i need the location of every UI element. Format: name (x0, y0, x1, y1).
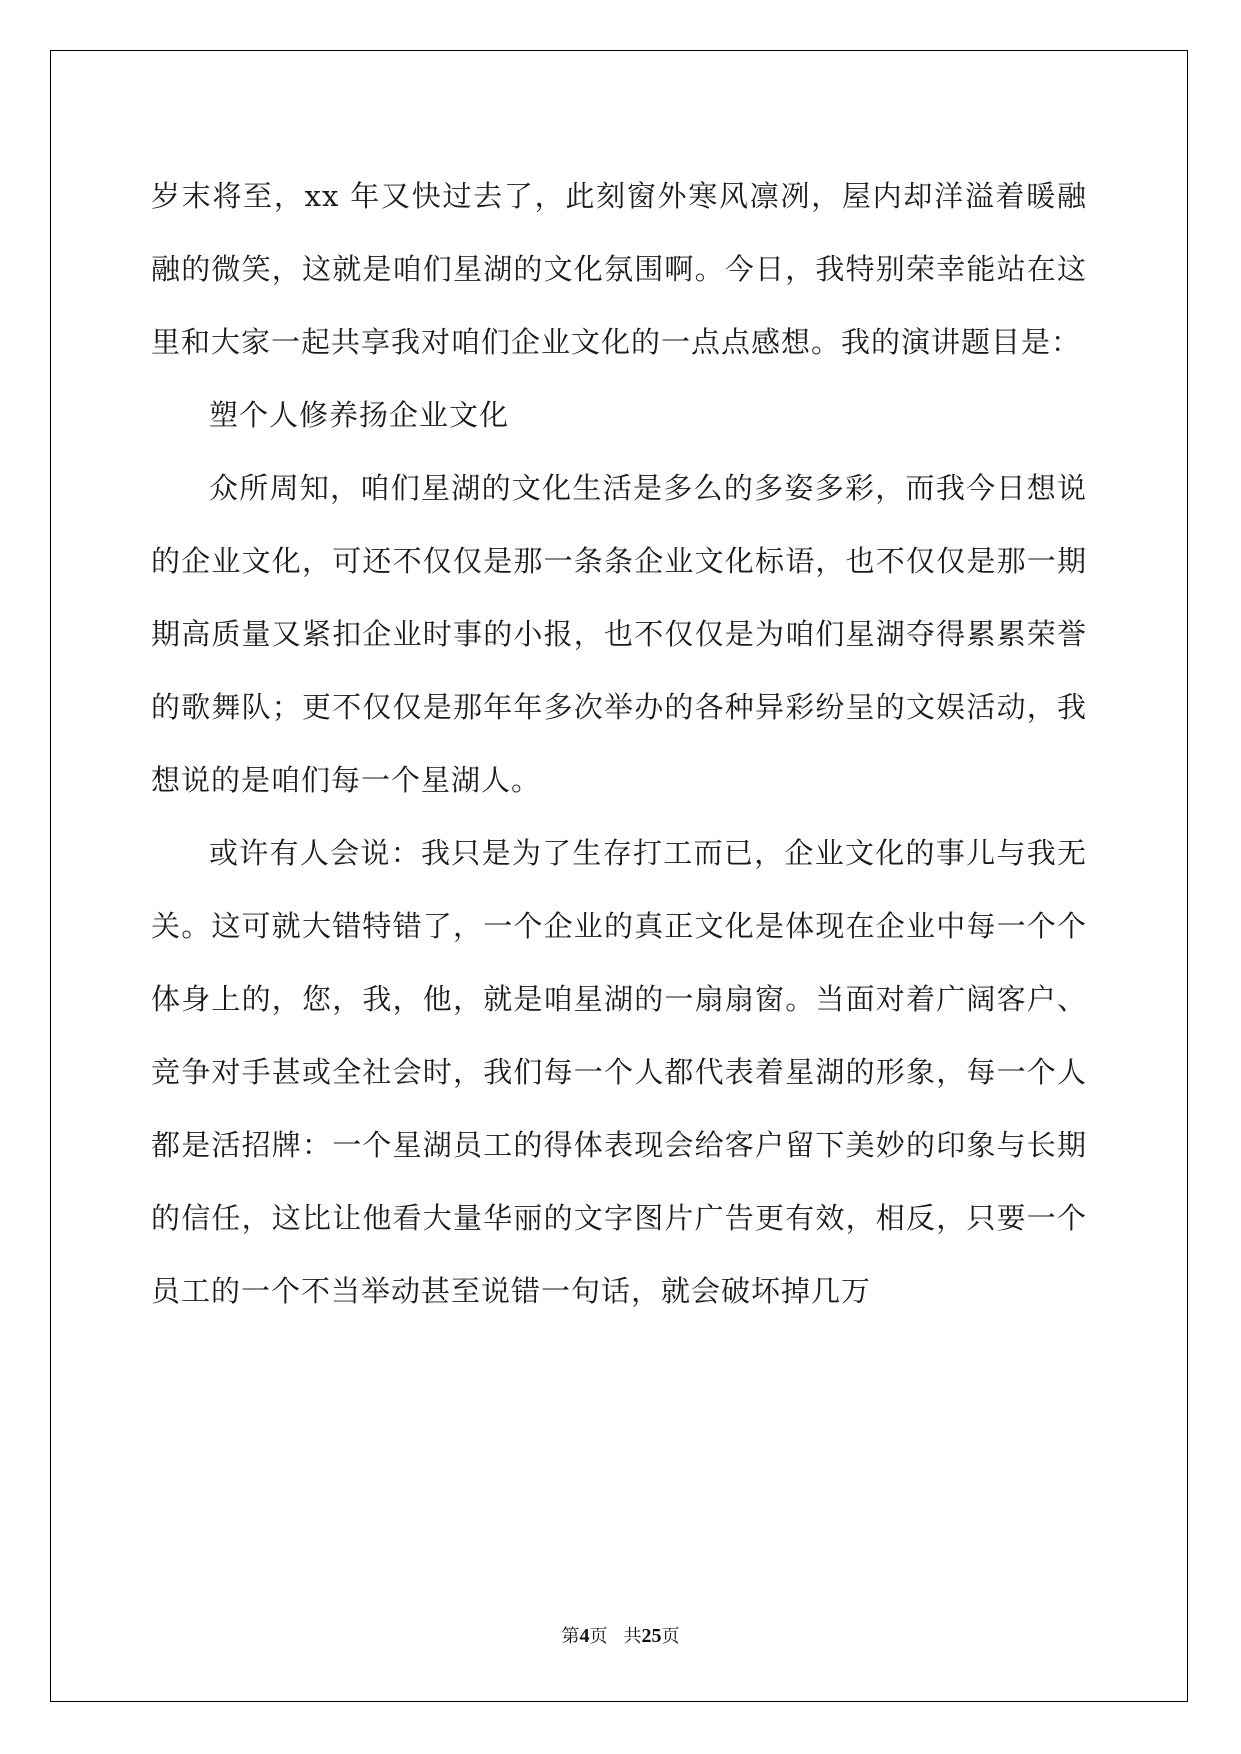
page-prefix: 第 (561, 1626, 580, 1647)
page-footer (0, 1622, 1241, 1648)
paragraph-intro: 岁末将至，xx 年又快过去了，此刻窗外寒风凛冽，屋内却洋溢着暖融融的微笑，这就是咱们星湖的文化氛围啊。今日，我特别荣幸能站在这里和大家一起共享我对咱们企业文化的一点点感想。我的演讲题目是： (151, 179, 1087, 359)
page-suffix: 页 (589, 1626, 608, 1647)
document-body (151, 160, 1087, 1328)
speech-title: 塑个人修养扬企业文化 (209, 398, 510, 432)
page-number: 4 (579, 1625, 590, 1647)
total-suffix: 页 (661, 1626, 680, 1647)
paragraph-culture-life: 众所周知，咱们星湖的文化生活是多么的多姿多彩，而我今日想说的企业文化，可还不仅仅是那一条条企业文化标语，也不仅仅是那一期期高质量又紧扣企业时事的小报，也不仅仅是为咱们星湖夺得累累荣誉的歌舞队；更不仅仅是那年年多次举办的各种异彩纷呈的文娱活动，我想说的是咱们每一个星湖人。 (151, 471, 1087, 797)
total-prefix: 共 (623, 1626, 642, 1647)
total-pages: 25 (641, 1625, 662, 1647)
paragraph-every-employee: 或许有人会说：我只是为了生存打工而已，企业文化的事儿与我无关。这可就大错特错了，一个企业的真正文化是体现在企业中每一个个体身上的，您，我，他，就是咱星湖的一扇扇窗。当面对着广阔客户、竞争对手甚或全社会时，我们每一个人都代表着星湖的形象，每一个人都是活招牌：一个星湖员工的得体表现会给客户留下美妙的印象与长期的信任，这比让他看大量华丽的文字图片广告更有效，相反，只要一个员工的一个不当举动甚至说错一句话，就会破坏掉几万 (151, 836, 1087, 1308)
